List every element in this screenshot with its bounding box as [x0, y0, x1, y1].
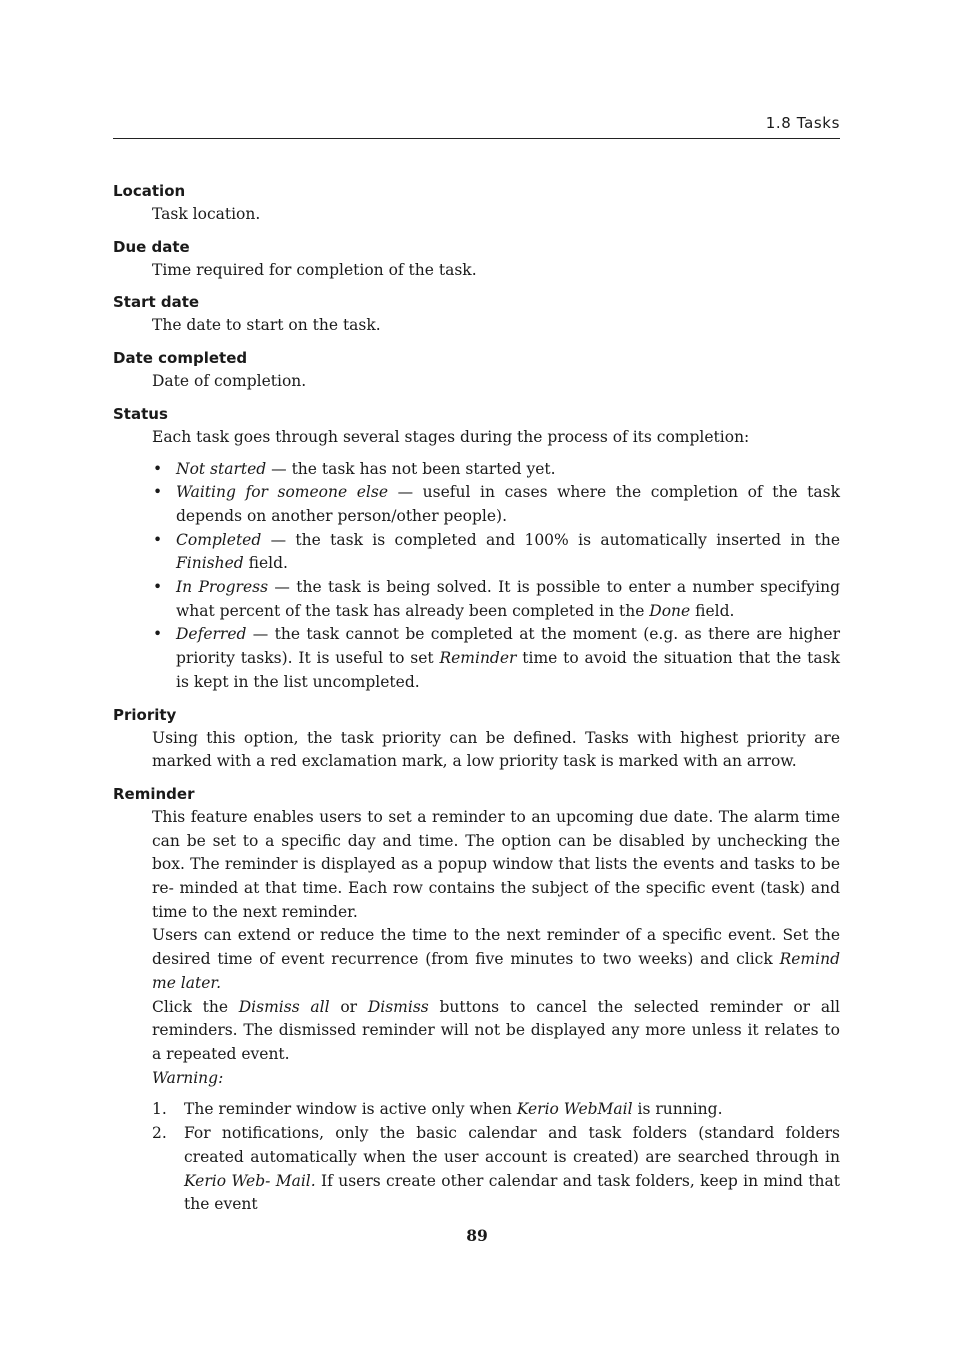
term-start-date: Start date: [113, 293, 200, 312]
text-span: Click the: [152, 997, 239, 1016]
def-due-date: [152, 259, 840, 283]
page-body: [113, 180, 840, 1217]
term-location: Location: [113, 182, 186, 200]
reminder-paragraph-2: [152, 924, 840, 995]
def-reminder: [152, 806, 840, 1217]
term-date-completed: Date completed: [113, 349, 248, 368]
desc-location: Task location.: [152, 205, 261, 223]
status-text: — the task cannot be completed at the moment (e.g. as there are higher priority tasks). It is useful to set: [176, 625, 840, 668]
button-name: Dismiss: [367, 997, 429, 1016]
status-text: — the task is completed and 100% is automatically inserted in the: [261, 530, 840, 549]
product-name: Kerio Web- Mail.: [184, 1171, 316, 1190]
button-name: Remind me later.: [152, 950, 840, 992]
page-number: 89: [466, 1226, 488, 1245]
status-tail: field.: [243, 554, 288, 573]
reminder-paragraph-3: [152, 996, 840, 1067]
def-start-date: [152, 314, 840, 338]
status-tail: time to avoid the situation that the task is kept in the list uncompleted.: [176, 649, 840, 691]
def-priority: [152, 727, 840, 774]
list-item: [152, 1122, 840, 1217]
status-name: In Progress: [176, 578, 269, 597]
item-number: 1.: [152, 1100, 167, 1119]
warning-text: Warning:: [152, 1068, 224, 1087]
status-text: — useful in cases where the completion of the task depends on another person/other people).: [176, 483, 840, 525]
field-name: Reminder: [439, 649, 517, 668]
def-date-completed: [152, 370, 840, 394]
field-name: Done: [649, 601, 691, 620]
status-intro: Each task goes through several stages during the process of its completion:: [152, 427, 750, 446]
status-text: — the task is being solved. It is possible to enter a number specifying what percent of the task has already been completed in the: [176, 578, 840, 620]
term-priority: Priority: [113, 705, 177, 724]
section-title: 1.8 Tasks: [765, 114, 840, 132]
list-item: [152, 623, 840, 694]
status-name: Not started: [176, 459, 267, 478]
text-span: buttons to cancel the selected reminder or all reminders. The dismissed reminder will not be displayed any more unless it relates to a repeated event.: [152, 997, 840, 1063]
reminder-paragraph-1: This feature enables users to set a reminder to an upcoming due date. The alarm time can be set to a specific day and time. The option can be disabled by unchecking the box. The reminder is displayed as a popup window that lists the events and tasks to be re- minded at that time. Each row contains the subject of the specific event (task) and time to the next reminder.: [152, 807, 840, 921]
desc-due-date: Time required for completion of the task.: [152, 260, 477, 279]
text-span: If users create other calendar and task folders, keep in mind that the event: [184, 1171, 841, 1214]
status-tail: field.: [690, 601, 735, 620]
list-item: [152, 576, 840, 623]
status-text: — the task has not been started yet.: [266, 459, 556, 478]
warning-list: [152, 1098, 840, 1217]
list-item: [152, 458, 840, 482]
term-reminder: Reminder: [113, 784, 195, 803]
status-name: Waiting for someone else: [176, 483, 389, 502]
text-span: Users can extend or reduce the time to the next reminder of a specific event. Set the desired time of event recurrence (from five minutes to two weeks) and click: [152, 926, 840, 969]
warning-label: [152, 1067, 840, 1091]
def-status: [152, 426, 840, 695]
text-span: is running.: [632, 1100, 723, 1119]
product-name: Kerio WebMail: [516, 1100, 633, 1119]
text-span: The reminder window is active only when: [184, 1100, 517, 1119]
field-name: Finished: [176, 554, 244, 573]
term-status: Status: [113, 404, 168, 423]
status-name: Completed: [176, 530, 262, 549]
text-span: For notifications, only the basic calendar and task folders (standard folders created automatically when the user account is created) are searched through in: [184, 1124, 840, 1166]
button-name: Dismiss all: [238, 997, 330, 1016]
def-location: [152, 203, 840, 227]
desc-priority: Using this option, the task priority can be defined. Tasks with highest priority are marked with a red exclamation mark, a low priority task is marked with an arrow.: [152, 728, 840, 771]
desc-start-date: The date to start on the task.: [152, 316, 381, 335]
status-name: Deferred: [176, 625, 247, 644]
list-item: [152, 529, 840, 576]
list-item: [152, 481, 840, 528]
text-span: or: [329, 997, 368, 1016]
item-number: 2.: [152, 1124, 167, 1143]
term-due-date: Due date: [113, 237, 190, 256]
desc-date-completed: Date of completion.: [152, 372, 307, 391]
running-header: [113, 114, 840, 139]
status-list: [152, 458, 840, 695]
list-item: [152, 1098, 840, 1122]
